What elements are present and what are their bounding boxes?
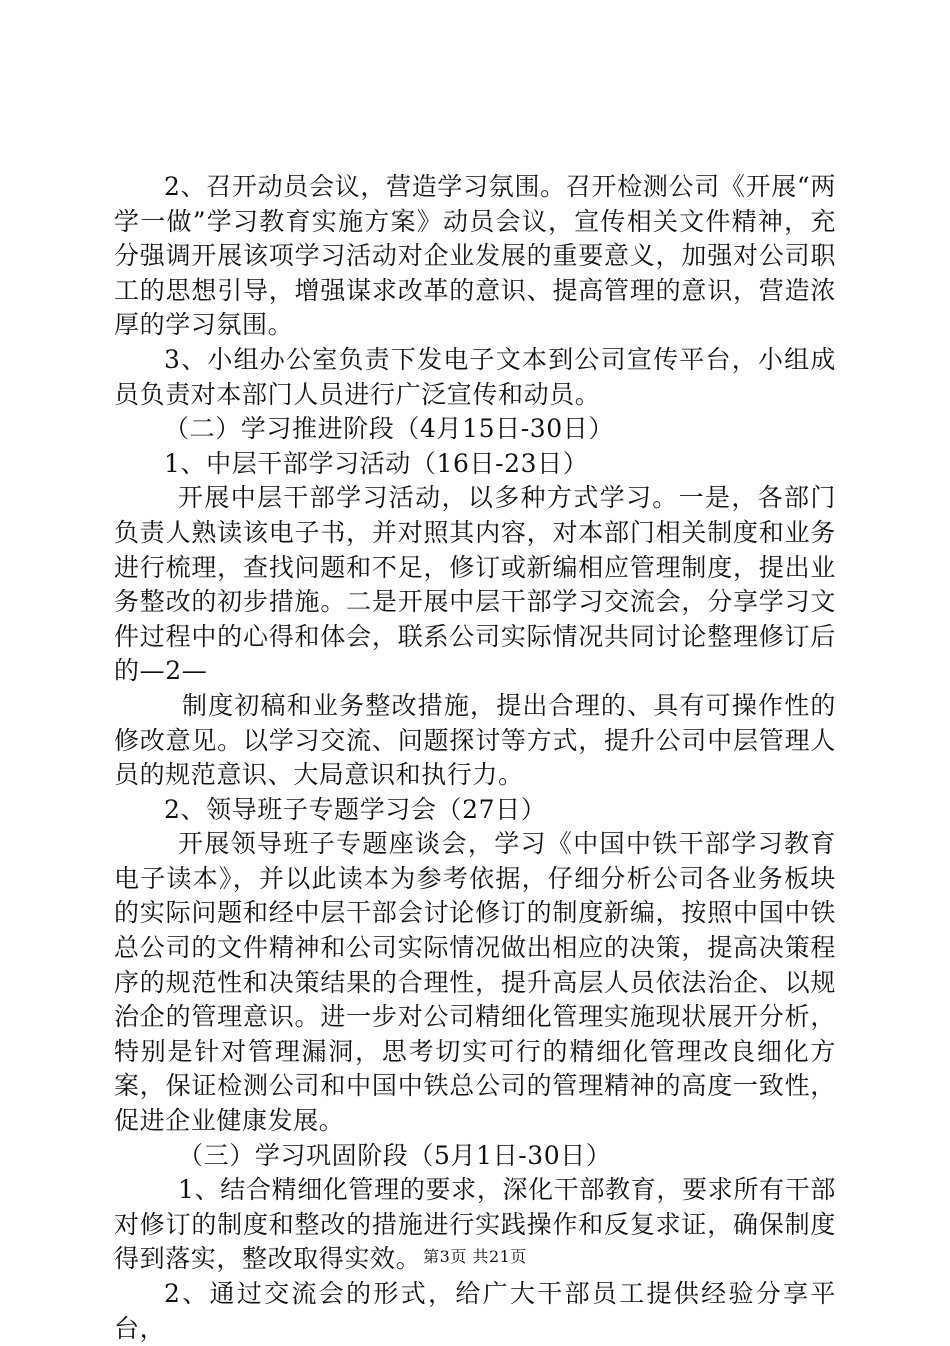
- section-heading-study-consolidation: （三）学习巩固阶段（5月1日-30日）: [178, 1140, 612, 1170]
- subheading-middle-cadre-study: 1、中层干部学习活动（16日-23日）: [164, 448, 589, 478]
- paragraph-mobilization-meeting: 2、召开动员会议，营造学习氛围。召开检测公司《开展“两学一做”学习教育实施方案》动员会议，宣传相关文件精神，充分强调开展该项学习活动对企业发展的重要意义，加强对公司职工的思想引导，增强谋求改革的意识、提高管理的意识，营造浓厚的学习氛围。: [114, 172, 836, 340]
- paragraph-draft-system: 制度初稿和业务整改措施，提出合理的、具有可操作性的修改意见。以学习交流、问题探讨等方式，提升公司中层管理人员的规范意识、大局意识和执行力。: [114, 690, 836, 790]
- paragraph-middle-cadre-activities: 开展中层干部学习活动，以多种方式学习。一是，各部门负责人熟读该电子书，并对照其内容，对本部门相关制度和业务进行梳理，查找问题和不足，修订或新编相应管理制度，提出业务整改的初步措施。二是开展中层干部学习交流会，分享学习文件过程中的心得和体会，联系公司实际情况共同讨论整理修订后的—2—: [114, 483, 836, 686]
- document-body: [114, 170, 836, 1346]
- page-number-footer: 第3页 共21页: [423, 1247, 527, 1266]
- section-heading-study-advance: （二）学习推进阶段（4月15日-30日）: [164, 414, 614, 444]
- paragraph-refined-management: 1、结合精细化管理的要求，深化干部教育，要求所有干部对修订的制度和整改的措施进行实践操作和反复求证，确保制度得到落实，整改取得实效。: [114, 1175, 836, 1274]
- paragraph-office-distribution: 3、小组办公室负责下发电子文本到公司宣传平台，小组成员负责对本部门人员进行广泛宣传和动员。: [114, 344, 836, 409]
- subheading-leadership-study: 2、领导班子专题学习会（27日）: [164, 794, 547, 824]
- paragraph-exchange-meeting: 2、通过交流会的形式，给广大干部员工提供经验分享平台，: [114, 1279, 836, 1343]
- paragraph-leadership-symposium: 开展领导班子专题座谈会，学习《中国中铁干部学习教育电子读本》，并以此读本为参考依据，仔细分析公司各业务板块的实际问题和经中层干部会讨论修订的制度新编，按照中国中铁总公司的文件精神和公司实际情况做出相应的决策，提高决策程序的规范性和决策结果的合理性，提升高层人员依法治企、以规治企的管理意识。进一步对公司精细化管理实施现状展开分析，特别是针对管理漏洞，思考切实可行的精细化管理改良细化方案，保证检测公司和中国中铁总公司的管理精神的高度一致性，促进企业健康发展。: [114, 829, 836, 1136]
